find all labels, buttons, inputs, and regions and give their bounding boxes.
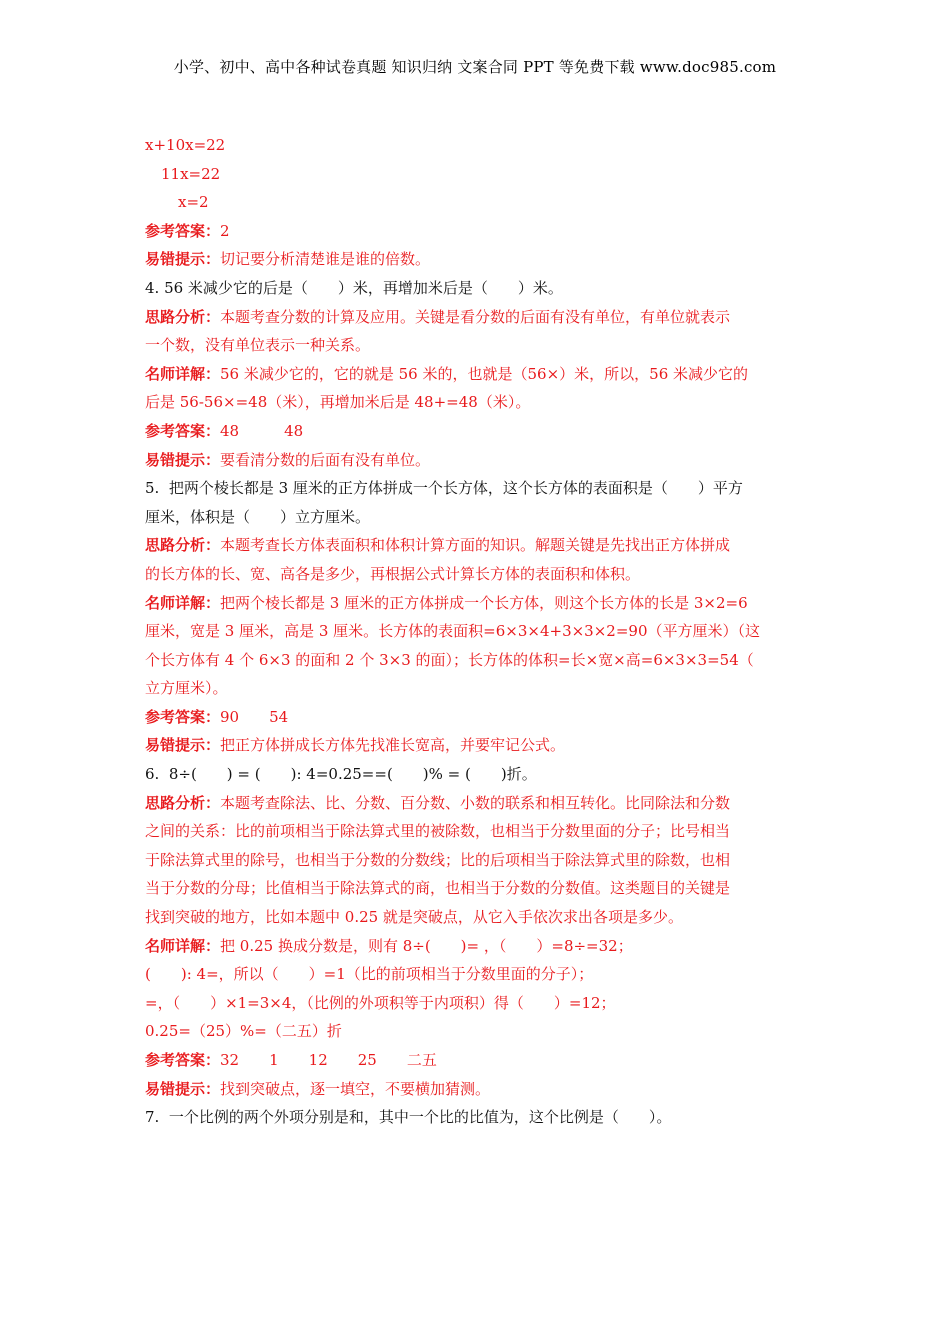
analysis-text: 本题考查长方体表面积和体积计算方面的知识。解题关键是先找出正方体拼成 <box>220 536 731 555</box>
tip-label: 易错提示： <box>145 250 221 269</box>
analysis-text: 本题考查除法、比、分数、百分数、小数的联系和相互转化。比同除法和分数 <box>220 793 731 812</box>
q5-analysis-1 <box>145 531 810 560</box>
analysis-label: 思路分析： <box>145 793 221 812</box>
q4-question: 4. 56 米减少它的后是（ ）米，再增加米后是（ ）米。 <box>145 278 563 297</box>
answer-label: 参考答案： <box>145 221 221 240</box>
answer-label: 参考答案： <box>145 1051 221 1069</box>
q5-answer <box>145 703 810 732</box>
q5-explain-2: 厘米，宽是 3 厘米，高是 3 厘米。长方体的表面积=6×3×4+3×3×2=90（平方厘米）（这 <box>145 622 760 641</box>
q6-explain-1 <box>145 932 810 961</box>
q5-analysis-2: 的长方体的长、宽、高各是多少，再根据公式计算长方体的表面积和体积。 <box>145 564 641 583</box>
explain-label: 名师详解： <box>145 593 221 612</box>
answer-text: 90 54 <box>220 707 289 726</box>
q6-tip <box>145 1075 810 1104</box>
page-header: 小学、初中、高中各种试卷真题 知识归纳 文案合同 PPT 等免费下载 www.doc985.com <box>173 58 777 76</box>
q5-tip <box>145 731 810 760</box>
q4-answer <box>145 417 810 446</box>
tip-text: 切记要分析清楚谁是谁的倍数。 <box>220 250 431 269</box>
explain-text: 把两个棱长都是 3 厘米的正方体拼成一个长方体，则这个长方体的长是 3×2=6 <box>220 593 748 612</box>
q5-explain-4: 立方厘米）。 <box>145 679 228 698</box>
q5-explain-3: 个长方体有 4 个 6×3 的面和 2 个 3×3 的面）；长方体的体积=长×宽×高=6×3×3=54（ <box>145 650 754 669</box>
tip-label: 易错提示： <box>145 1079 221 1098</box>
q6-explain-3: =，（ ）×1=3×4，（比例的外项积等于内项积）得（ ）=12； <box>145 993 616 1012</box>
q4-analysis-1 <box>145 303 810 332</box>
answer-label: 参考答案： <box>145 421 221 440</box>
q6-analysis-3: 于除法算式里的除号，也相当于分数的分数线；比的后项相当于除法算式里的除数，也相 <box>145 850 731 869</box>
q4-explain-2: 后是 56-56×=48（米），再增加米后是 48+=48（米）。 <box>145 393 531 412</box>
q4-explain-1 <box>145 360 810 389</box>
work-line-2: 11x=22 <box>161 164 221 183</box>
explain-text: 56 米减少它的，它的就是 56 米的，也就是（56×）米，所以，56 米减少它的 <box>220 364 749 383</box>
q6-explain-2: ( ): 4=，所以（ ）=1（比的前项相当于分数里面的分子）； <box>145 965 594 984</box>
q5-explain-1 <box>145 589 810 618</box>
q6-analysis-2: 之间的关系：比的前项相当于除法算式里的被除数，也相当于分数里面的分子；比号相当 <box>145 822 731 841</box>
explain-label: 名师详解： <box>145 936 221 955</box>
q3-answer <box>145 217 810 246</box>
tip-text: 把正方体拼成长方体先找准长宽高，并要牢记公式。 <box>220 736 566 755</box>
work-line-1: x+10x=22 <box>145 136 226 154</box>
q4-tip <box>145 446 810 475</box>
answer-label: 参考答案： <box>145 707 221 726</box>
answer-text: 2 <box>220 221 230 240</box>
explain-label: 名师详解： <box>145 364 221 383</box>
q5-question-1: 5. 把两个棱长都是 3 厘米的正方体拼成一个长方体，这个长方体的表面积是（ ）平方 <box>145 479 743 498</box>
document-body <box>145 131 810 1132</box>
answer-text: 48 48 <box>220 421 304 440</box>
q6-analysis-4: 当于分数的分母；比值相当于除法算式的商，也相当于分数的分数值。这类题目的关键是 <box>145 879 731 898</box>
analysis-label: 思路分析： <box>145 307 221 326</box>
analysis-text: 本题考查分数的计算及应用。关键是看分数的后面有没有单位，有单位就表示 <box>220 307 731 326</box>
analysis-label: 思路分析： <box>145 536 221 555</box>
q5-question-2: 厘米，体积是（ ）立方厘米。 <box>145 507 371 526</box>
tip-label: 易错提示： <box>145 450 221 469</box>
q6-analysis-5: 找到突破的地方，比如本题中 0.25 就是突破点，从它入手依次求出各项是多少。 <box>145 908 683 927</box>
q6-explain-4: 0.25=（25）%=（二五）折 <box>145 1022 342 1041</box>
q7-question: 7. 一个比例的两个外项分别是和，其中一个比的比值为，这个比例是（ ）。 <box>145 1108 672 1127</box>
q6-analysis-1 <box>145 789 810 818</box>
tip-label: 易错提示： <box>145 736 221 755</box>
q3-tip <box>145 245 810 274</box>
work-line-3: x=2 <box>178 193 209 212</box>
tip-text: 找到突破点，逐一填空，不要横加猜测。 <box>220 1079 491 1098</box>
explain-text: 把 0.25 换成分数是，则有 8÷( )= ，（ ）=8÷=32； <box>220 936 633 955</box>
q6-question: 6. 8÷( ) = ( ): 4=0.25==( )% = ( )折。 <box>145 765 537 784</box>
q4-analysis-2: 一个数，没有单位表示一种关系。 <box>145 336 371 355</box>
q6-answer <box>145 1046 810 1075</box>
answer-text: 32 1 12 25 二五 <box>220 1051 437 1069</box>
tip-text: 要看清分数的后面有没有单位。 <box>220 450 431 469</box>
